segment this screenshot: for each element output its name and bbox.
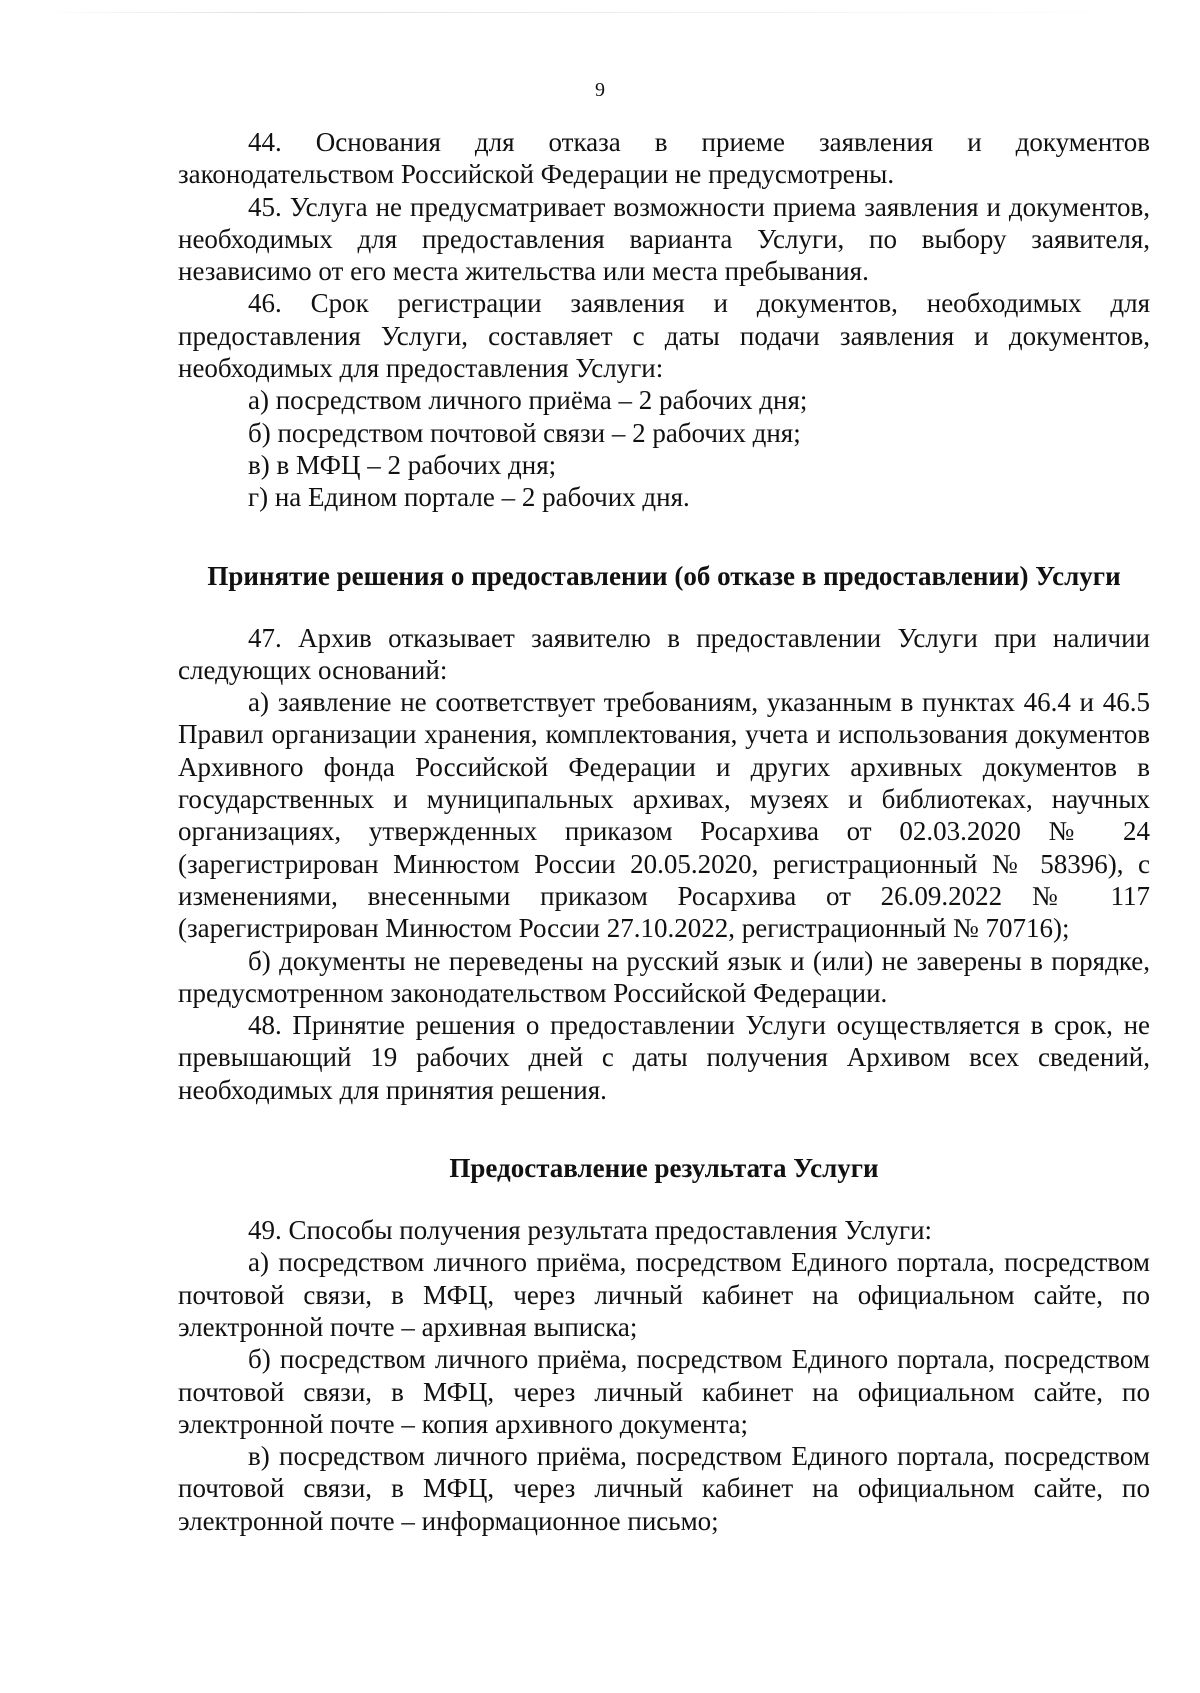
paragraph-46-item-g: г) на Едином портале – 2 рабочих дня.	[248, 482, 690, 513]
spacer	[178, 592, 1150, 622]
paragraph-47: 47. Архив отказывает заявителю в предоставлении Услуги при наличии следующих оснований:	[178, 622, 1150, 685]
section-heading-decision: Принятие решения о предоставлении (об отказе в предоставлении) Услуги	[207, 560, 1121, 591]
paragraph-49-item-b: б) посредством личного приёма, посредством Единого портала, посредством почтовой связи, в МФЦ, через личный кабинет на официальном сайте, по электронной почте – копия архивного документа;	[178, 1344, 1150, 1439]
paragraph-46-item-b: б) посредством почтовой связи – 2 рабочих дня;	[248, 417, 801, 448]
paragraph-46-item-a: а) посредством личного приёма – 2 рабочих дня;	[248, 385, 808, 416]
spacer	[178, 1184, 1150, 1214]
paragraph-48: 48. Принятие решения о предоставлении Услуги осуществляется в срок, не превышающий 19 рабочих дней с даты получения Архивом всех сведений, необходимых для принятия решения.	[178, 1010, 1150, 1105]
paragraph-46-item-v: в) в МФЦ – 2 рабочих дня;	[248, 449, 557, 480]
paragraph-49-item-v: в) посредством личного приёма, посредством Единого портала, посредством почтовой связи, в МФЦ, через личный кабинет на официальном сайте, по электронной почте – информационное письмо;	[178, 1441, 1150, 1536]
paragraph-47-item-b: б) документы не переведены на русский язык и (или) не заверены в порядке, предусмотренном законодательством Российской Федерации.	[178, 945, 1150, 1008]
section-heading-result: Предоставление результата Услуги	[449, 1153, 879, 1184]
document-body	[178, 126, 1150, 1537]
paragraph-47-item-a: а) заявление не соответствует требованиям, указанным в пунктах 46.4 и 46.5 Правил организации хранения, комплектования, учета и использования документов Архивного фонда Российской Федерации и других архивных документов в государственных и муниципальных архивах, музеях и библиотеках, научных организациях, утвержденных приказом Росархива от 02.03.2020 № 24 (зарегистрирован Минюстом России 20.05.2020, регистрационный № 58396), с изменениями, внесенными приказом Росархива от 26.09.2022 № 117 (зарегистрирован Минюстом России 27.10.2022, регистрационный № 70716);	[178, 687, 1150, 944]
paragraph-46: 46. Срок регистрации заявления и документов, необходимых для предоставления Услуги, составляет с даты подачи заявления и документов, необходимых для предоставления Услуги:	[178, 288, 1150, 384]
spacer	[178, 514, 1150, 560]
paragraph-44: 44. Основания для отказа в приеме заявления и документов законодательством Российской Федерации не предусмотрены.	[178, 127, 1150, 190]
page-number: 9	[595, 79, 605, 101]
spacer	[178, 1106, 1150, 1152]
paragraph-49-item-a: а) посредством личного приёма, посредством Единого портала, посредством почтовой связи, в МФЦ, через личный кабинет на официальном сайте, по электронной почте – архивная выписка;	[178, 1247, 1150, 1342]
paragraph-49: 49. Способы получения результата предоставления Услуги:	[248, 1215, 933, 1246]
scan-artifact-line	[40, 12, 1160, 13]
paragraph-45: 45. Услуга не предусматривает возможности приема заявления и документов, необходимых для предоставления варианта Услуги, по выбору заявителя, независимо от его места жительства или места пребывания.	[178, 191, 1150, 287]
